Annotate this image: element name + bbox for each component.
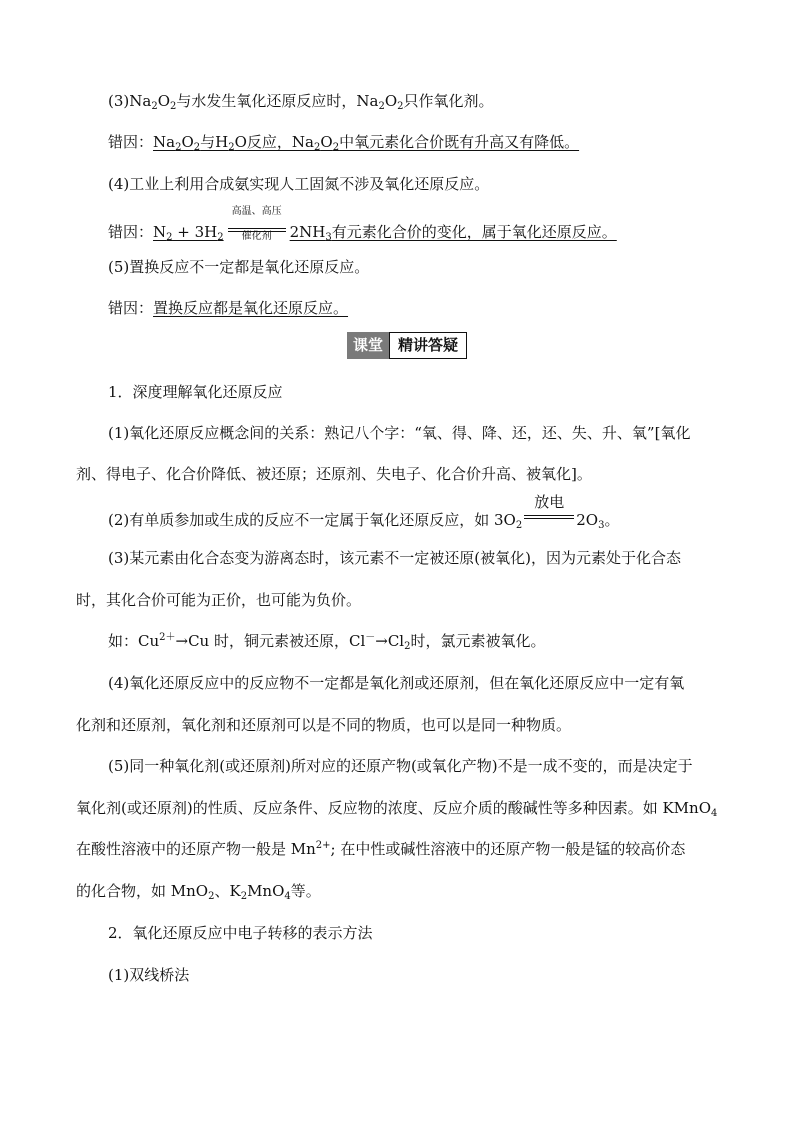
statement-4: (4)工业上利用合成氨实现人工固氮不涉及氧化还原反应。 — [108, 175, 490, 193]
s1-p3-line2: 时，其化合价可能为正价，也可能为负价。 — [76, 591, 362, 609]
badge-left: 课堂 — [347, 332, 389, 359]
error-reason-5-text: 置换反应都是氧化还原反应。 — [153, 299, 349, 317]
s1-p5-line4: 的化合物，如 MnO$_2$、$K_2MnO_4$等。 — [76, 882, 321, 902]
s1-p4-line1: (4)氧化还原反应中的反应物不一定都是氧化剂或还原剂，但在氧化还原反应中一定有氧 — [108, 674, 685, 692]
section-2-title: 2．氧化还原反应中电子转移的表示方法 — [108, 924, 373, 942]
section-1-title: 1．深度理解氧化还原反应 — [108, 383, 283, 401]
reaction-condition-arrow: 高温、高压 催化剂 — [226, 219, 288, 241]
badge-right: 精讲答疑 — [389, 332, 467, 359]
error-reason-4-text: $N_2 + 3H_2$ — [153, 223, 224, 243]
error-reason-3-text: $Na_2O_2$与$H_2O$反应，$Na_2O_2$中氧元素化合价既有升高又有降低。 — [153, 133, 580, 153]
s1-p5-line2: 氧化剂(或还原剂)的性质、反应条件、反应物的浓度、反应介质的酸碱性等多种因素。如 KMnO$_4$ — [76, 799, 718, 819]
discharge-condition: 放电 — [524, 505, 574, 527]
error-reason-3: 错因：$Na_2O_2$与$H_2O$反应，$Na_2O_2$中氧元素化合价既有升高又有降低。 — [108, 133, 580, 153]
s2-p1: (1)双线桥法 — [108, 966, 190, 984]
s1-p2: (2)有单质参加或生成的反应不一定属于氧化还原反应，如 $3O_2$ 放电 $2O_3$。 — [108, 493, 620, 531]
s1-example: 如：$Cu^{2+}\to Cu$ 时，铜元素被还原，$Cl^-\to Cl_2$时，氯元素被氧化。 — [108, 632, 546, 652]
s1-p5-line1: (5)同一种氧化剂(或还原剂)所对应的还原产物(或氧化产物)不是一成不变的，而是决定于 — [108, 757, 693, 775]
statement-5: (5)置换反应不一定都是氧化还原反应。 — [108, 258, 370, 276]
statement-3: $(3)Na_2O_2$与水发生氧化还原反应时，$Na_2O_2$只作氧化剂。 — [108, 92, 494, 112]
error-reason-5: 错因：置换反应都是氧化还原反应。 — [108, 299, 349, 317]
s1-p1-line1: (1)氧化还原反应概念间的关系：熟记八个字：“氧、得、降、还，还、失、升、氧”[氧化 — [108, 424, 691, 442]
s1-p4-line2: 化剂和还原剂，氧化剂和还原剂可以是不同的物质，也可以是同一种物质。 — [76, 716, 572, 734]
section-badge — [347, 332, 467, 359]
s1-p5-line3: 在酸性溶液中的还原产物一般是 $Mn^{2+}$; 在中性或碱性溶液中的还原产物一般是锰的较高价态 — [76, 840, 686, 858]
error-reason-4: 错因：$N_2 + 3H_2$ 高温、高压 催化剂 $2NH_3$有元素化合价的变化，属于氧化还原反应。 — [108, 206, 617, 243]
s1-p1-line2: 剂、得电子、化合价降低、被还原；还原剂、失电子、化合价升高、被氧化]。 — [76, 465, 592, 483]
s1-p3-line1: (3)某元素由化合态变为游离态时，该元素不一定被还原(被氧化)，因为元素处于化合态 — [108, 549, 681, 567]
